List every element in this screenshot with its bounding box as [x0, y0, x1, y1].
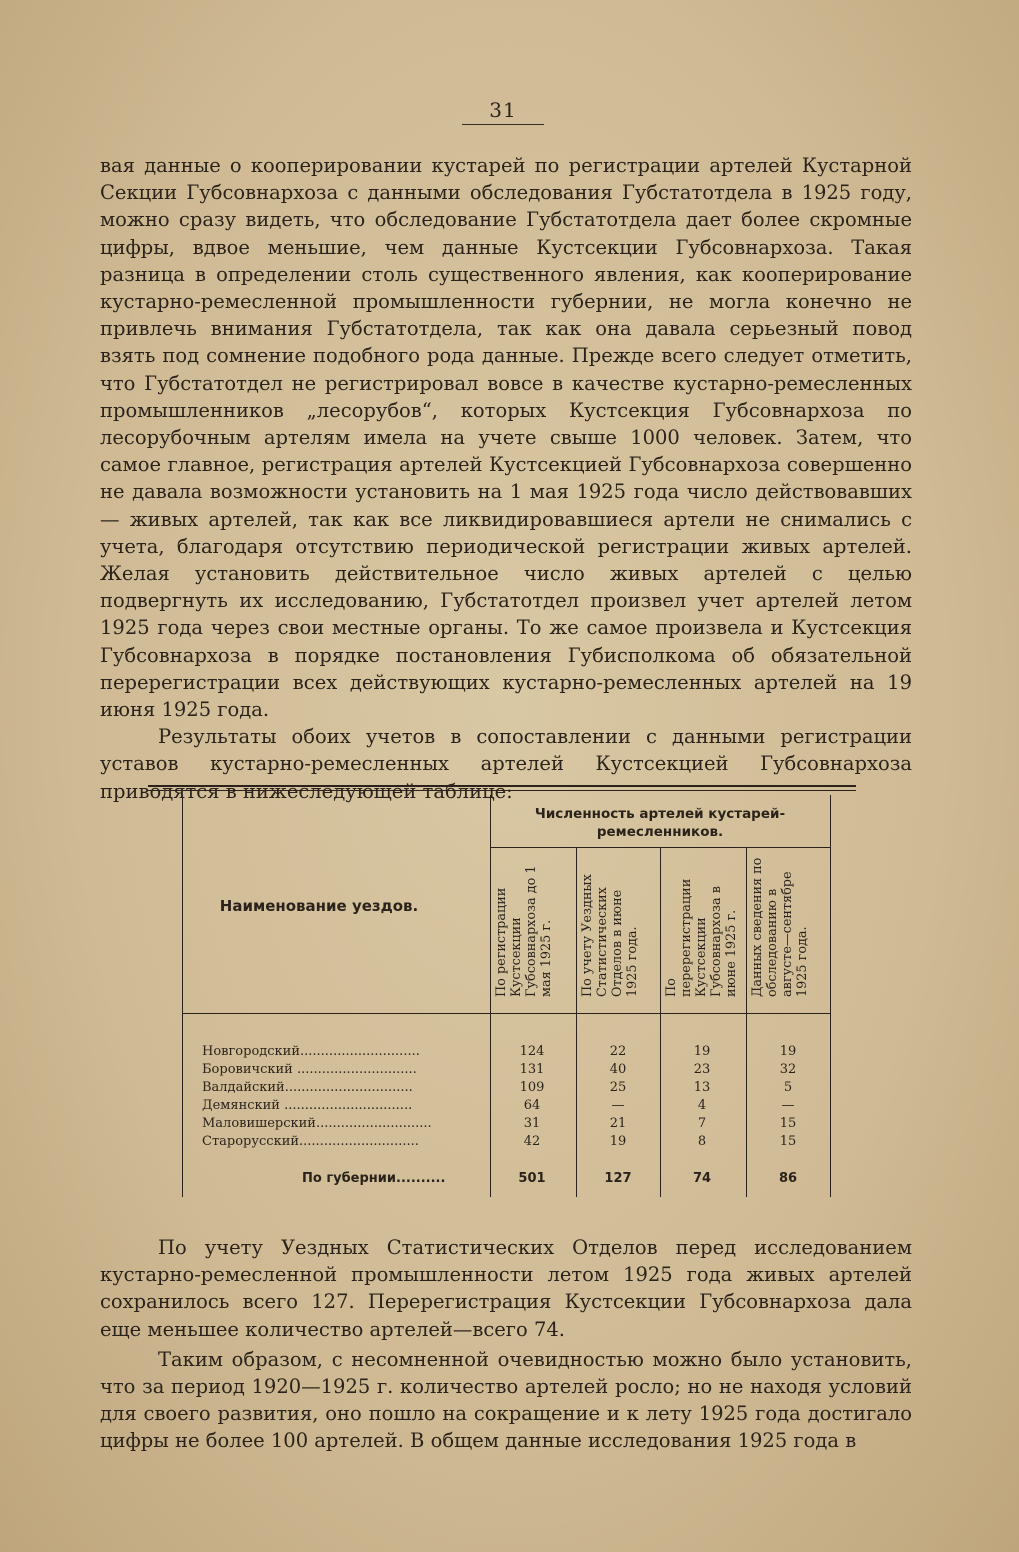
column-header-text: По учету Уездных Статистических Отделов в июне 1925 года. [580, 874, 640, 997]
table-row [182, 1115, 856, 1133]
district-name: Старорусский............................. [202, 1134, 419, 1149]
column-header-district: Наименование уездов. [219, 897, 419, 915]
table-cell: 25 [609, 1080, 627, 1095]
table-cell: 23 [693, 1062, 711, 1077]
table-top-rule [148, 785, 856, 787]
table-cell: 131 [519, 1062, 545, 1077]
table-cell: — [611, 1098, 625, 1113]
header-rule [490, 847, 830, 848]
table-row [182, 1061, 856, 1079]
table-cell: 13 [693, 1080, 711, 1095]
table-cell: 19 [693, 1044, 711, 1059]
table-cell: 8 [697, 1134, 707, 1149]
table-cell: 22 [609, 1044, 627, 1059]
page-number: 31 [462, 98, 544, 125]
artels-table [148, 785, 856, 1205]
table-cell: 32 [779, 1062, 797, 1077]
table-top-rule-thin [148, 790, 856, 791]
table-cell: 127 [604, 1171, 632, 1186]
table-cell: 501 [518, 1171, 546, 1186]
paragraph: Результаты обоих учетов в сопоставлении с данными регистрации уставов кустарно-ремесленных артелей Кустсекцией Губсовнархоза приводятся в нижеследующей таблице: [100, 725, 912, 803]
table-cell: 7 [697, 1116, 707, 1131]
paragraph: По учету Уездных Статистических Отделов перед исследованием кустарно-ремесленной промышленности летом 1925 года живых артелей сохранилось всего 127. Перерегистрация Кустсекции Губсовнархоза дала еще меньшее количество артелей—всего 74. [100, 1236, 912, 1341]
outro-text [100, 1234, 912, 1455]
table-cell: 42 [523, 1134, 541, 1149]
table-row [182, 1043, 856, 1061]
district-name: Боровичский ............................. [202, 1062, 417, 1077]
table-row [182, 1097, 856, 1115]
district-name: Демянский ............................... [202, 1098, 413, 1113]
table-cell: 4 [697, 1098, 707, 1113]
table-cell: 86 [778, 1171, 798, 1186]
table-cell: — [781, 1098, 795, 1113]
table-cell: 21 [609, 1116, 627, 1131]
column-header [492, 853, 576, 1001]
column-header [748, 853, 832, 1001]
table-row [182, 1133, 856, 1151]
table-row [182, 1079, 856, 1097]
table-cell: 19 [779, 1044, 797, 1059]
table-cell: 31 [523, 1116, 541, 1131]
column-header-text: По перерегистрации Кустсекции Губсовнархоза в июне 1925 г. [664, 878, 739, 997]
table-cell: 15 [779, 1116, 797, 1131]
total-label: По губернии.......... [302, 1171, 446, 1186]
column-header [662, 853, 746, 1001]
column-header-text: Данных сведения по обследованию в августе—сентябре 1925 года. [750, 857, 810, 997]
table-cell: 19 [609, 1134, 627, 1149]
table-cell: 15 [779, 1134, 797, 1149]
intro-text [100, 152, 912, 805]
district-name: Маловишерский............................ [202, 1116, 432, 1131]
table-cell: 40 [609, 1062, 627, 1077]
district-name: Новгородский............................. [202, 1044, 420, 1059]
column-header-text: По регистрации Кустсекции Губсовнархоза до 1 мая 1925 г. [494, 865, 554, 997]
table-cell: 64 [523, 1098, 541, 1113]
table-cell: 74 [692, 1171, 712, 1186]
table-total-row [182, 1170, 856, 1188]
table-cell: 124 [519, 1044, 545, 1059]
column-group-header: Численность артелей кустарей-ремесленников. [534, 806, 786, 840]
district-name: Валдайский............................... [202, 1080, 413, 1095]
column-header [578, 853, 662, 1001]
table-cell: 5 [783, 1080, 793, 1095]
header-bottom-rule [182, 1013, 830, 1014]
table-cell: 109 [519, 1080, 545, 1095]
paragraph: вая данные о кооперировании кустарей по регистрации артелей Кустарной Секции Губсовнархоза с данными обследования Губстатотдела в 1925 году, можно сразу видеть, что обследование Губстатотдела дает более скромные цифры, вдвое меньшие, чем данные Кустсекции Губсовнархоза. Такая разница в определении столь существенного явления, как кооперирование кустарно-ремесленной промышленности губернии, не могла конечно не привлечь внимания Губстатотдела, так как она давала серьезный повод взять под сомнение подобного рода данные. Прежде всего следует отметить, что Губстатотдел не регистрировал вовсе в качестве кустарно-ремесленных промышленников „лесорубов“, которых Кустсекция Губсовнархоза по лесорубочным артелям имела на учете свыше 1000 человек. Затем, что самое главное, регистрация артелей Кустсекцией Губсовнархоза совершенно не давала возможности установить на 1 мая 1925 года число действовавших — живых артелей, так как все ликвидировавшиеся артели не снимались с учета, благодаря отсутствию периодической регистрации живых артелей. Желая установить действительное число живых артелей с целью подвергнуть их исследованию, Губстатотдел произвел учет артелей летом 1925 года через свои местные органы. То же самое произвела и Кустсекция Губсовнархоза в порядке постановления Губисполкома об обязательной перерегистрации всех действующих кустарно-ремесленных артелей на 19 июня 1925 года. [100, 154, 912, 722]
paragraph: Таким образом, с несомненной очевидностью можно было установить, что за период 1920—1925 г. количество артелей росло; но не находя условий для своего развития, оно пошло на сокращение и к лету 1925 года достигало цифры не более 100 артелей. В общем данные исследования 1925 года в [100, 1347, 912, 1453]
